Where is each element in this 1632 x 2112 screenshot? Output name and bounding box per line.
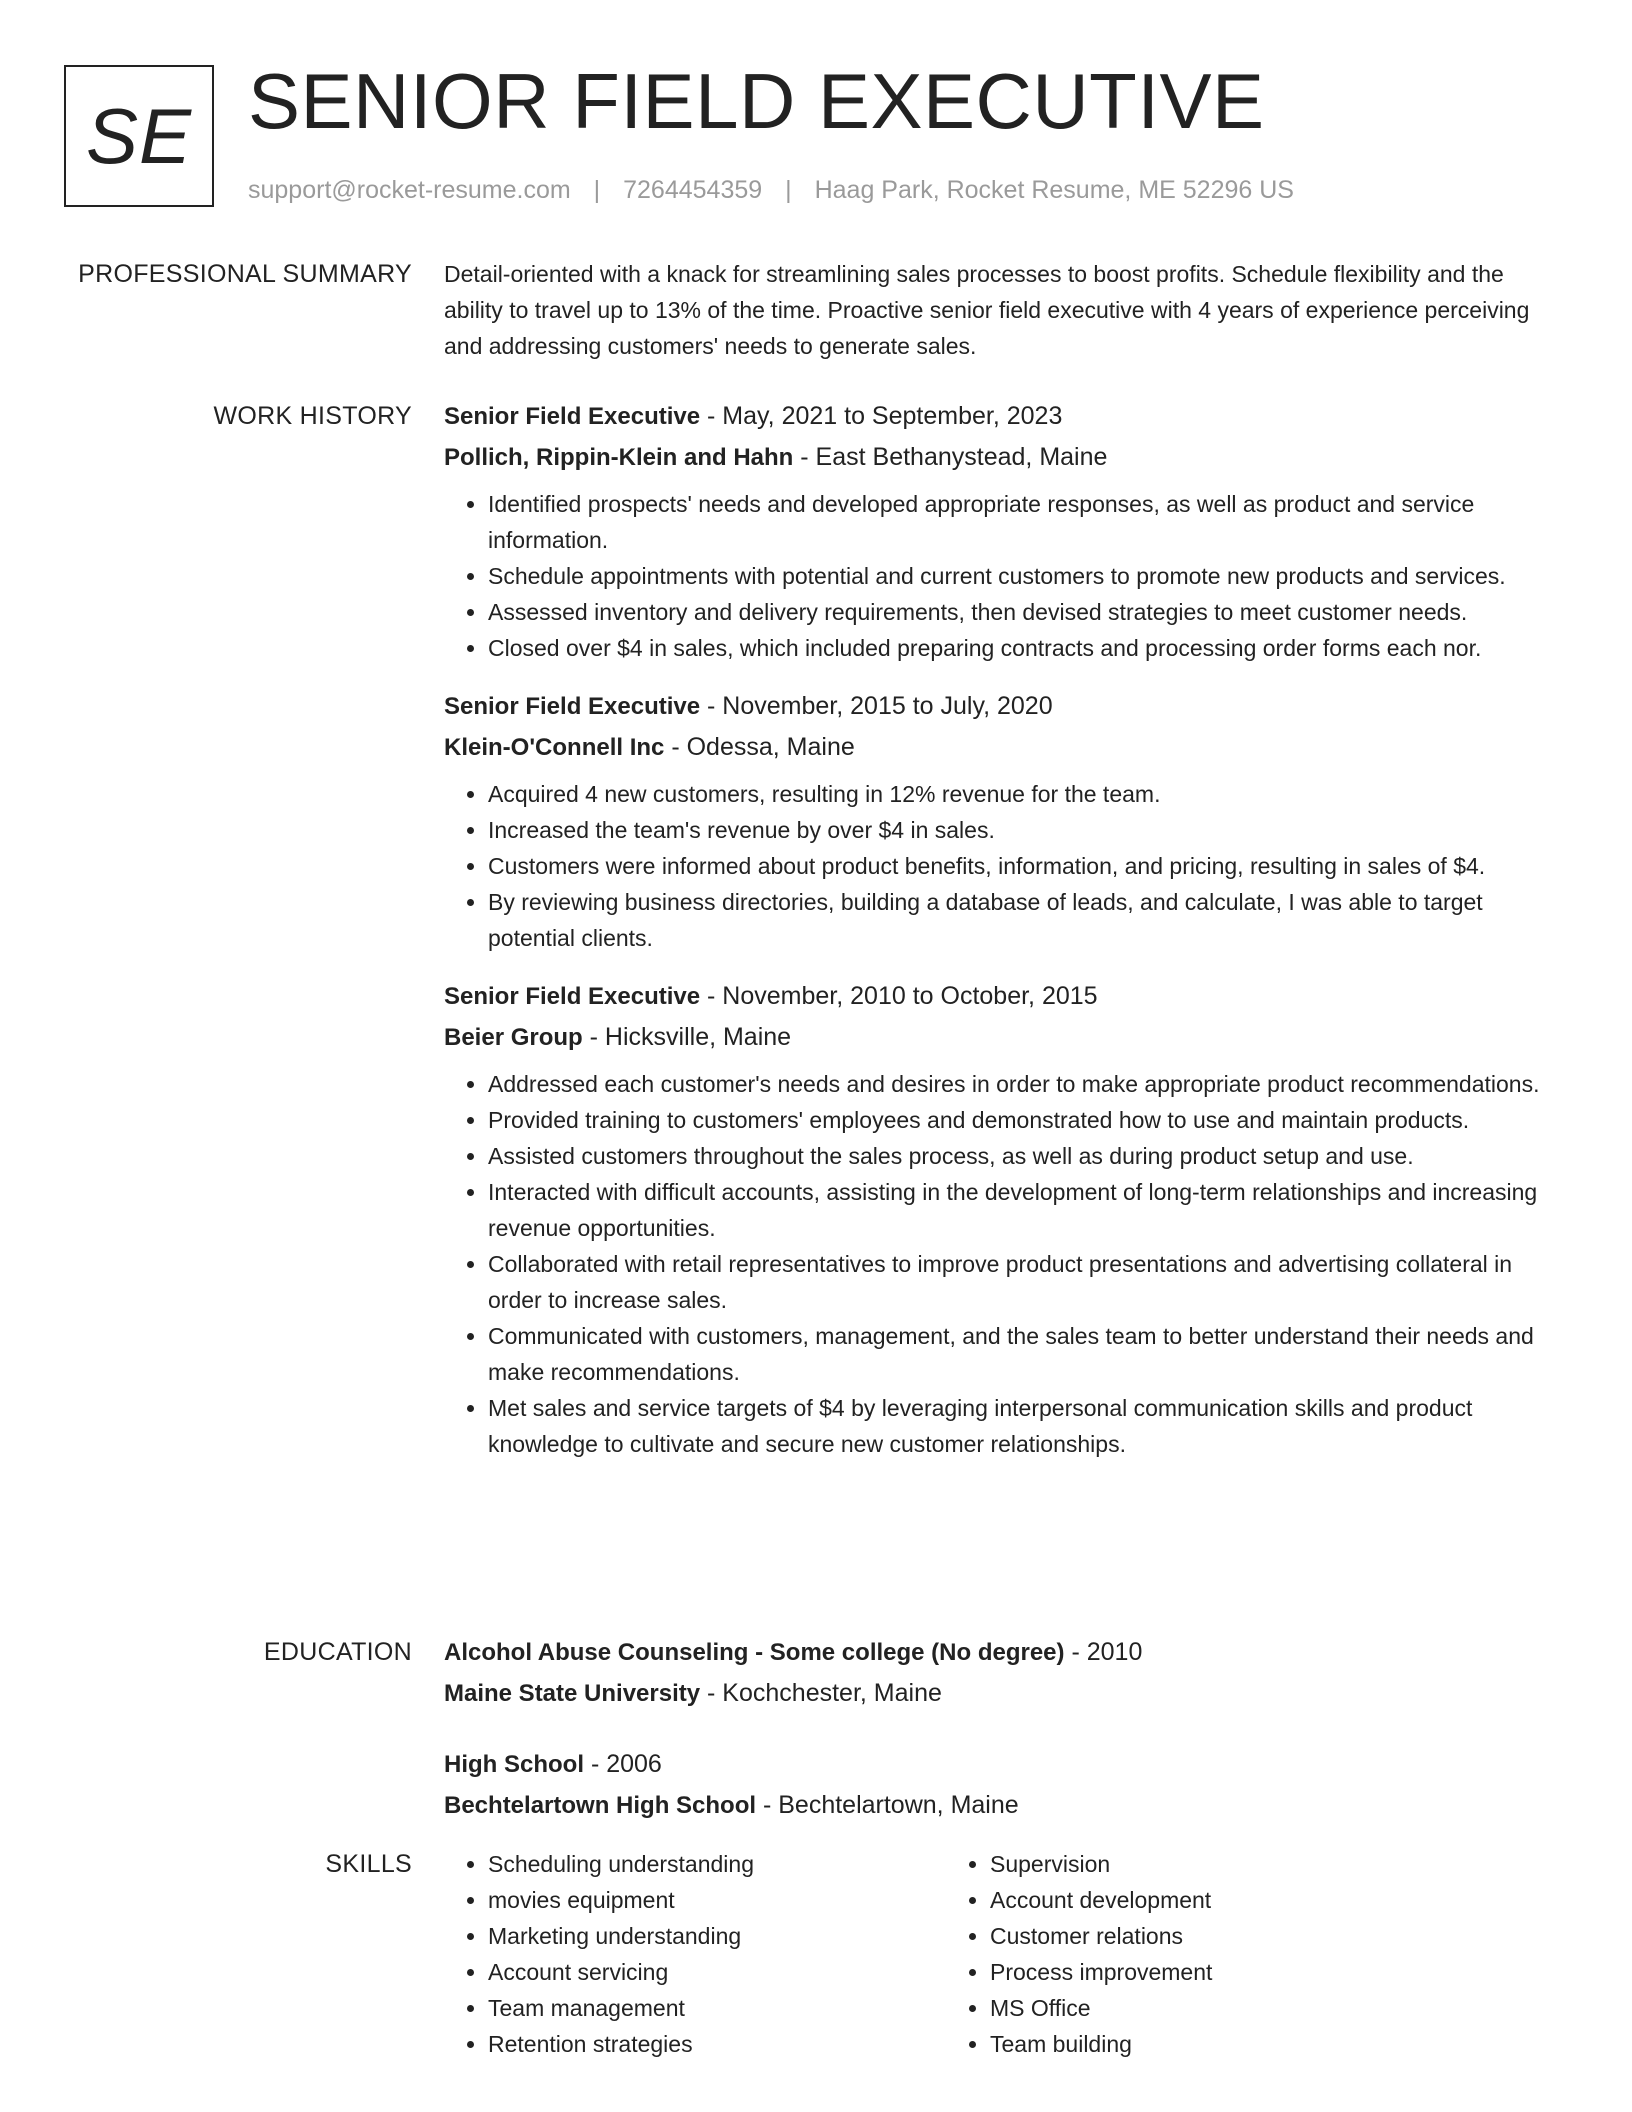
job-bullet: • Schedule appointments with potential and current customers to promote new products and services.	[488, 558, 1564, 594]
skill-item: • Scheduling understanding	[488, 1846, 946, 1882]
education-degree-line	[444, 1744, 1564, 1785]
job-location: - East Bethanystead, Maine	[793, 443, 1108, 471]
job-bullet: • Closed over $4 in sales, which included preparing contracts and processing order forms each nor.	[488, 630, 1564, 666]
education-location: - Bechtelartown, Maine	[756, 1791, 1019, 1819]
job-company: Klein-O'Connell Inc	[444, 734, 665, 761]
job-bullet: • Addressed each customer's needs and desires in order to make appropriate product recommendations.	[488, 1066, 1564, 1102]
job-entry	[444, 686, 1564, 956]
job-bullet: • Customers were informed about product benefits, information, and pricing, resulting in sales of $4.	[488, 848, 1564, 884]
contact-email: support@rocket-resume.com	[248, 176, 571, 204]
job-bullets	[444, 486, 1564, 666]
education-location: - Kochchester, Maine	[700, 1679, 942, 1707]
contact-address: Haag Park, Rocket Resume, ME 52296 US	[814, 176, 1294, 204]
resume-title: SENIOR FIELD EXECUTIVE	[248, 57, 1265, 145]
section-label-skills: SKILLS	[325, 1850, 412, 1878]
job-bullet: • Identified prospects' needs and developed appropriate responses, as well as product and service information.	[488, 486, 1564, 558]
education-degree-line	[444, 1632, 1564, 1673]
education-year: - 2010	[1064, 1638, 1143, 1666]
skill-item: • movies equipment	[488, 1882, 946, 1918]
job-bullet: • Provided training to customers' employees and demonstrated how to use and maintain products.	[488, 1102, 1564, 1138]
job-entry	[444, 976, 1564, 1462]
skill-item: • Retention strategies	[488, 2026, 946, 2062]
education-degree: High School	[444, 1751, 584, 1778]
skill-item: • Team management	[488, 1990, 946, 2026]
job-title-line	[444, 686, 1564, 727]
education-entry	[444, 1744, 1564, 1826]
monogram-badge: SE	[64, 65, 214, 207]
job-title: Senior Field Executive	[444, 693, 701, 720]
skill-item: • Team building	[990, 2026, 1448, 2062]
contact-line	[248, 172, 1294, 208]
skills-list-left	[444, 1846, 946, 2062]
section-label-education: EDUCATION	[263, 1638, 412, 1666]
job-bullet: • Increased the team's revenue by over $4 in sales.	[488, 812, 1564, 848]
job-bullet: • Assisted customers throughout the sales process, as well as during product setup and use.	[488, 1138, 1564, 1174]
contact-separator: |	[593, 176, 601, 204]
job-company: Pollich, Rippin-Klein and Hahn	[444, 444, 794, 471]
skill-item: • Account servicing	[488, 1954, 946, 1990]
job-company-line	[444, 437, 1564, 478]
job-bullet: • By reviewing business directories, building a database of leads, and calculate, I was able to target potential clients.	[488, 884, 1564, 956]
job-dates: - November, 2015 to July, 2020	[700, 692, 1053, 720]
job-title: Senior Field Executive	[444, 983, 701, 1010]
skill-item: • Marketing understanding	[488, 1918, 946, 1954]
skill-item: • MS Office	[990, 1990, 1448, 2026]
job-bullet: • Acquired 4 new customers, resulting in 12% revenue for the team.	[488, 776, 1564, 812]
summary-text: Detail-oriented with a knack for streamlining sales processes to boost profits. Schedule flexibility and the ability to travel up to 13% of the time. Proactive senior field executive with 4 years of experience perceiving and addressing customers' needs to generate sales.	[444, 261, 1530, 359]
section-label-summary: PROFESSIONAL SUMMARY	[78, 260, 412, 288]
job-bullets	[444, 1066, 1564, 1462]
job-bullets	[444, 776, 1564, 956]
skill-item: • Customer relations	[990, 1918, 1448, 1954]
job-company: Beier Group	[444, 1024, 583, 1051]
job-title-line	[444, 976, 1564, 1017]
job-bullet: • Assessed inventory and delivery requirements, then devised strategies to meet customer needs.	[488, 594, 1564, 630]
job-location: - Hicksville, Maine	[582, 1023, 792, 1051]
education-school: Maine State University	[444, 1680, 701, 1707]
contact-phone: 7264454359	[623, 176, 763, 204]
job-bullet: • Communicated with customers, management, and the sales team to better understand their needs and make recommendations.	[488, 1318, 1564, 1390]
job-entry	[444, 396, 1564, 666]
job-company-line	[444, 727, 1564, 768]
job-dates: - May, 2021 to September, 2023	[700, 402, 1063, 430]
skill-item: • Account development	[990, 1882, 1448, 1918]
contact-separator: |	[785, 176, 792, 204]
education-degree: Alcohol Abuse Counseling - Some college (No degree)	[444, 1639, 1065, 1666]
job-bullet: • Met sales and service targets of $4 by leveraging interpersonal communication skills and product knowledge to cultivate and secure new customer relationships.	[488, 1390, 1564, 1462]
skills-list-right	[946, 1846, 1448, 2062]
education-list	[444, 1632, 1564, 1856]
job-title: Senior Field Executive	[444, 403, 701, 430]
skill-item: • Process improvement	[990, 1954, 1448, 1990]
education-year: - 2006	[584, 1750, 662, 1778]
education-entry	[444, 1632, 1564, 1714]
job-dates: - November, 2010 to October, 2015	[700, 982, 1098, 1010]
education-school-line	[444, 1785, 1564, 1826]
job-title-line	[444, 396, 1564, 437]
section-label-work-history: WORK HISTORY	[213, 402, 412, 430]
job-bullet: • Interacted with difficult accounts, assisting in the development of long-term relationships and increasing revenue opportunities.	[488, 1174, 1564, 1246]
skill-item: • Supervision	[990, 1846, 1448, 1882]
education-school-line	[444, 1673, 1564, 1714]
education-school: Bechtelartown High School	[444, 1792, 757, 1819]
work-history-list	[444, 396, 1564, 1482]
job-company-line	[444, 1017, 1564, 1058]
job-bullet: • Collaborated with retail representatives to improve product presentations and advertising collateral in order to increase sales.	[488, 1246, 1564, 1318]
job-location: - Odessa, Maine	[664, 733, 855, 761]
skills-columns	[444, 1846, 1564, 2062]
